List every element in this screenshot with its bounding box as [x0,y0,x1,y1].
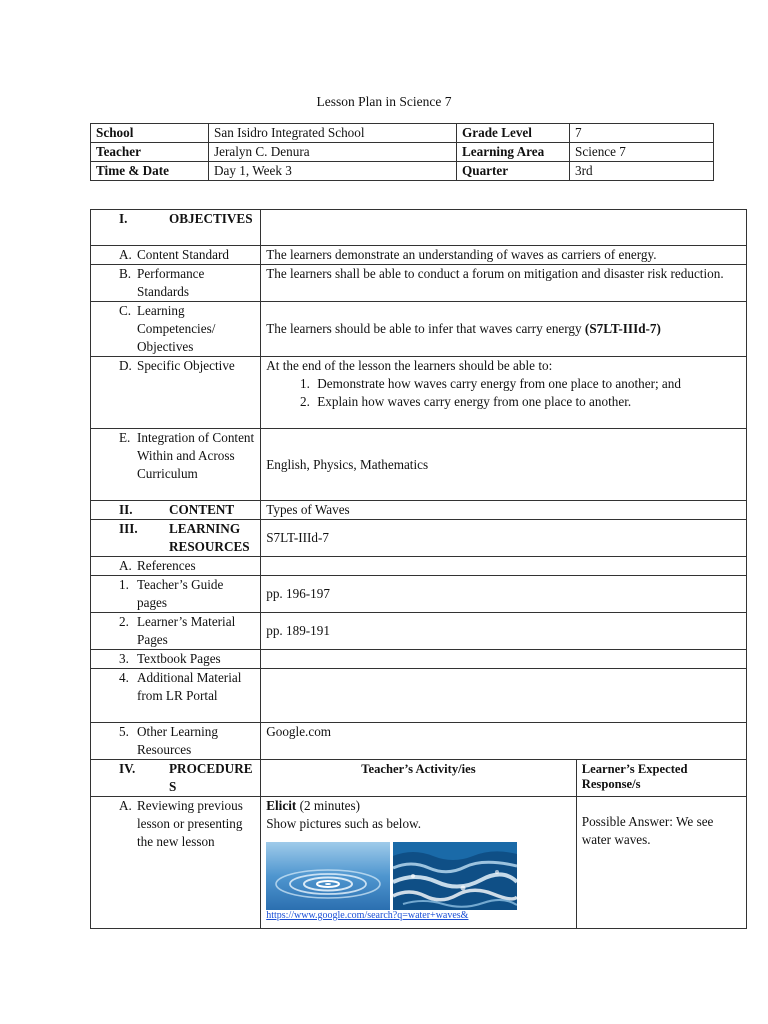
area-label: Learning Area [457,143,570,162]
lesson-table [90,209,747,929]
content-standard-label: A. Content Standard [91,246,261,265]
info-table [90,123,714,181]
procedures-heading: IV. PROCEDURES [91,760,261,797]
school-value: San Isidro Integrated School [209,124,457,143]
learners-material-label: 2. Learner’s Material Pages [91,613,261,650]
content-heading: II. CONTENT [91,501,261,520]
competencies-value: The learners should be able to infer that waves carry energy (S7LT-IIId-7) [261,302,747,357]
possible-answer: Possible Answer: We see water waves. [581,814,714,847]
quarter-value: 3rd [570,162,714,181]
teacher-activity-heading: Teacher’s Activity/ies [261,760,577,797]
performance-value: The learners shall be able to conduct a forum on mitigation and disaster risk reduction. [261,265,747,302]
review-activity: Elicit (2 minutes) Show pictures such as below. https://www.google.com/search?q=water+waves& [261,797,577,929]
additional-material-label: 4. Additional Material from LR Portal [91,669,261,723]
teacher-value: Jeralyn C. Denura [209,143,457,162]
competencies-label: C. Learning Competencies/ Objectives [91,302,261,357]
specific-objective-item: 1. Demonstrate how waves carry energy from one place to another; and [313,375,741,393]
content-standard-value: The learners demonstrate an understanding of waves as carriers of energy. [261,246,747,265]
teacher-label: Teacher [91,143,209,162]
competency-code: (S7LT-IIId-7) [584,321,661,336]
textbook-label: 3. Textbook Pages [91,650,261,669]
specific-objective-label: D. Specific Objective [91,357,261,429]
school-label: School [91,124,209,143]
learning-resources-heading: III. LEARNING RESOURCES [91,520,261,557]
learner-response-heading: Learner’s Expected Response/s [576,760,746,797]
document-title: Lesson Plan in Science 7 [316,94,452,109]
grade-label: Grade Level [457,124,570,143]
content-value: Types of Waves [261,501,747,520]
time-value: Day 1, Week 3 [209,162,457,181]
learner-response [576,797,746,929]
other-resources-value: Google.com [261,723,747,760]
review-instruction: Show pictures such as below. [266,816,422,831]
references-label: A. References [91,557,261,576]
ocean-waves-image [393,842,517,910]
integration-value: English, Physics, Mathematics [261,429,747,501]
water-ripple-image [266,842,390,910]
review-label: A. Reviewing previous lesson or presenting the new lesson [91,797,261,929]
learning-resources-value: S7LT-IIId-7 [261,520,747,557]
area-value: Science 7 [570,143,714,162]
performance-label: B. Performance Standards [91,265,261,302]
other-resources-label: 5. Other Learning Resources [91,723,261,760]
integration-label: E. Integration of Content Within and Across Curriculum [91,429,261,501]
teachers-guide-value: pp. 196-197 [261,576,747,613]
objectives-heading: I. OBJECTIVES [91,210,261,246]
quarter-label: Quarter [457,162,570,181]
specific-objective-value: At the end of the lesson the learners should be able to: 1. Demonstrate how waves carry energy from one place to another; and 2. Explain how waves carry energy from one place to another. [261,357,747,429]
learners-material-value: pp. 189-191 [261,613,747,650]
image-source-link[interactable]: https://www.google.com/search?q=water+waves& [266,910,469,921]
elicit-label: Elicit [266,798,297,813]
teachers-guide-label: 1. Teacher’s Guide pages [91,576,261,613]
grade-value: 7 [570,124,714,143]
time-label: Time & Date [91,162,209,181]
specific-objective-item: 2. Explain how waves carry energy from one place to another. [313,393,741,411]
